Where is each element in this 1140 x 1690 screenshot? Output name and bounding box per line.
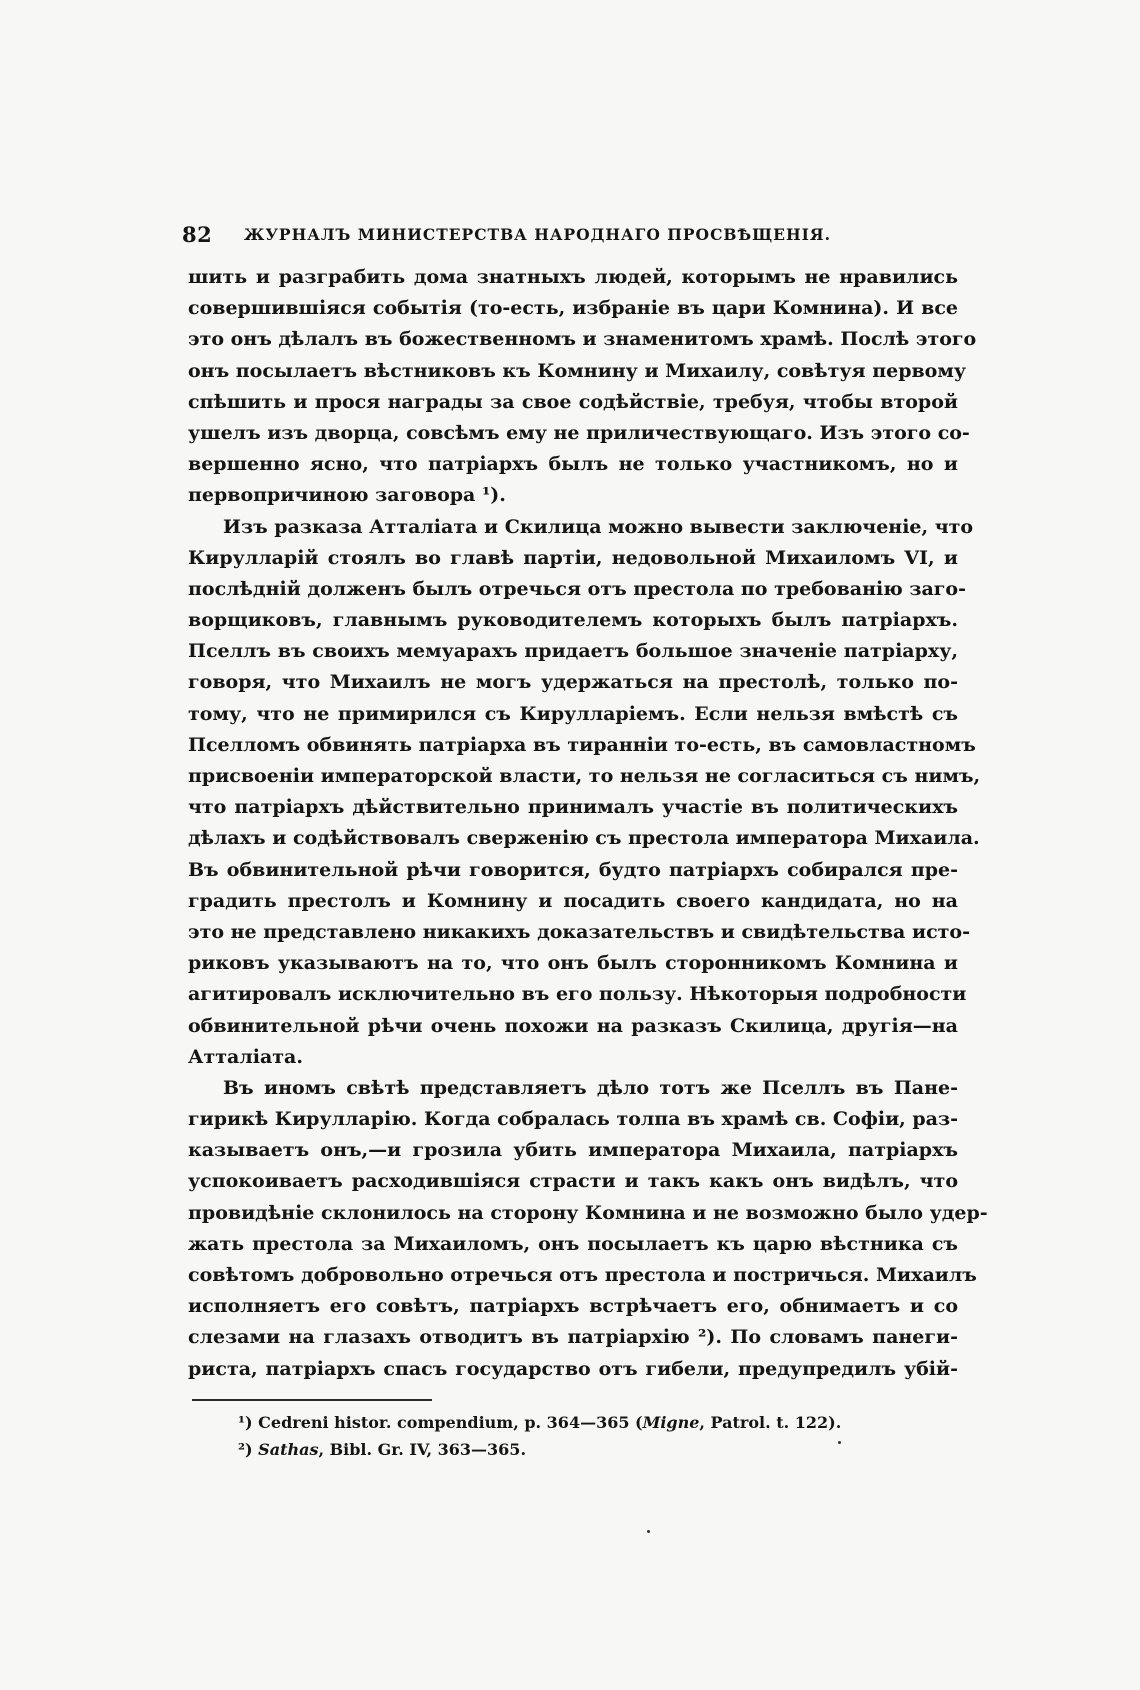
text-line: присвоеніи императорской власти, то нельзя не согласиться съ нимъ, [188, 765, 981, 787]
text-line: спѣшить и прося награды за свое содѣйствіе, требуя, чтобы второй [188, 390, 958, 413]
text-line: Въ обвинительной рѣчи говорится, будто патріархъ собирался пре- [188, 858, 958, 881]
text-line: это не представлено никакихъ доказательствъ и свидѣтельства исто- [188, 920, 970, 943]
print-speck [838, 1441, 841, 1444]
text-line: ворщиковъ, главнымъ руководителемъ которыхъ былъ патріархъ. [188, 609, 958, 632]
text-line: послѣдній долженъ былъ отречься отъ престола по требованію заго- [188, 577, 966, 600]
text-line: совершившіяся событія (то-есть, избраніе въ цари Комнина). И все [188, 297, 958, 320]
text-line: что патріархъ дѣйствительно принималъ участіе въ политическихъ [188, 796, 958, 819]
text-line: тому, что не примирился съ Кирулларіемъ. Если нельзя вмѣстѣ съ [188, 702, 958, 725]
text-line: Кирулларій стоялъ во главѣ партіи, недовольной Михаиломъ VI, и [188, 546, 958, 569]
footnote-rule [192, 1399, 432, 1401]
text-line: исполняетъ его совѣтъ, патріархъ встрѣчаетъ его, обнимаетъ и со [188, 1295, 958, 1318]
text-line: онъ посылаетъ вѣстниковъ къ Комнину и Михаилу, совѣтуя первому [188, 359, 967, 382]
print-speck [647, 1530, 650, 1533]
journal-title: ЖУРНАЛЪ МИНИСТЕРСТВА НАРОДНАГО ПРОСВѢЩЕНІЯ. [244, 225, 831, 244]
text-line: Въ иномъ свѣтѣ представляетъ дѣло тотъ же Пселлъ въ Пане- [223, 1076, 958, 1099]
text-line: гирикѣ Кирулларію. Когда собралась толпа въ храмѣ св. Софіи, раз- [188, 1108, 958, 1131]
text-line: риста, патріархъ спасъ государство отъ гибели, предупредилъ убій- [188, 1357, 958, 1380]
text-line: дѣлахъ и содѣйствовалъ сверженію съ престола императора Михаила. [188, 827, 980, 850]
text-line: градить престолъ и Комнину и посадить своего кандидата, но на [188, 889, 958, 912]
text-line: казываетъ онъ,—и грозила убить императора Михаила, патріархъ [188, 1139, 958, 1162]
text-line: слезами на глазахъ отводитъ въ патріархію ²). По словамъ панеги- [188, 1326, 958, 1349]
footnotes [238, 1409, 878, 1463]
footnote-marker: ²) [238, 1440, 253, 1459]
text-line: жать престола за Михаиломъ, онъ посылаетъ къ царю вѣстника съ [188, 1232, 958, 1255]
text-line: провидѣніе склонилось на сторону Комнина и не возможно было удер- [188, 1201, 988, 1224]
text-line: успокоиваетъ расходившіяся страсти и такъ какъ онъ видѣлъ, что [188, 1170, 958, 1193]
text-line: совѣтомъ добровольно отречься отъ престола и постричься. Михаилъ [188, 1264, 977, 1286]
footnote-2 [238, 1436, 878, 1463]
text-line: Атталіата. [188, 1045, 303, 1068]
footnote-italic: Migne [642, 1413, 700, 1432]
text-line: ушелъ изъ дворца, совсѣмъ ему не приличествующаго. Изъ этого со- [188, 421, 970, 444]
text-line: вершенно ясно, что патріархъ былъ не только участникомъ, но и [188, 453, 958, 476]
text-line: обвинительной рѣчи очень похожи на разказъ Скилица, другія—на [188, 1014, 958, 1037]
page-number: 82 [182, 222, 213, 247]
text-line: шить и разграбить дома знатныхъ людей, которымъ не нравились [188, 266, 958, 288]
text-line: риковъ указываютъ на то, что онъ былъ сторонникомъ Комнина и [188, 952, 958, 975]
footnote-marker: ¹) [238, 1413, 253, 1432]
text-line: говоря, что Михаилъ не могъ удержаться на престолѣ, только по- [188, 671, 958, 694]
text-line: Изъ разказа Атталіата и Скилица можно вывести заключеніе, что [223, 515, 974, 538]
footnote-text: , Patrol. t. 122). [699, 1413, 842, 1432]
body-text [188, 262, 988, 1385]
text-line: это онъ дѣлалъ въ божественномъ и знаменитомъ храмѣ. Послѣ этого [188, 328, 977, 351]
footnote-italic: Sathas [258, 1440, 319, 1459]
running-head [182, 222, 902, 252]
text-line: Пселломъ обвинять патріарха въ тиранніи то-есть, въ самовластномъ [188, 733, 976, 756]
footnote-text: Cedreni histor. compendium, p. 364—365 ( [258, 1413, 643, 1432]
footnote-text: , Bibl. Gr. IV, 363—365. [318, 1440, 527, 1459]
text-line: первопричиною заговора ¹). [188, 484, 506, 507]
text-line: агитировалъ исключительно въ его пользу. Нѣкоторыя подробности [188, 983, 967, 1006]
footnote-1 [238, 1409, 878, 1436]
text-line: Пселлъ въ своихъ мемуарахъ придаетъ большое значеніе патріарху, [188, 640, 958, 663]
